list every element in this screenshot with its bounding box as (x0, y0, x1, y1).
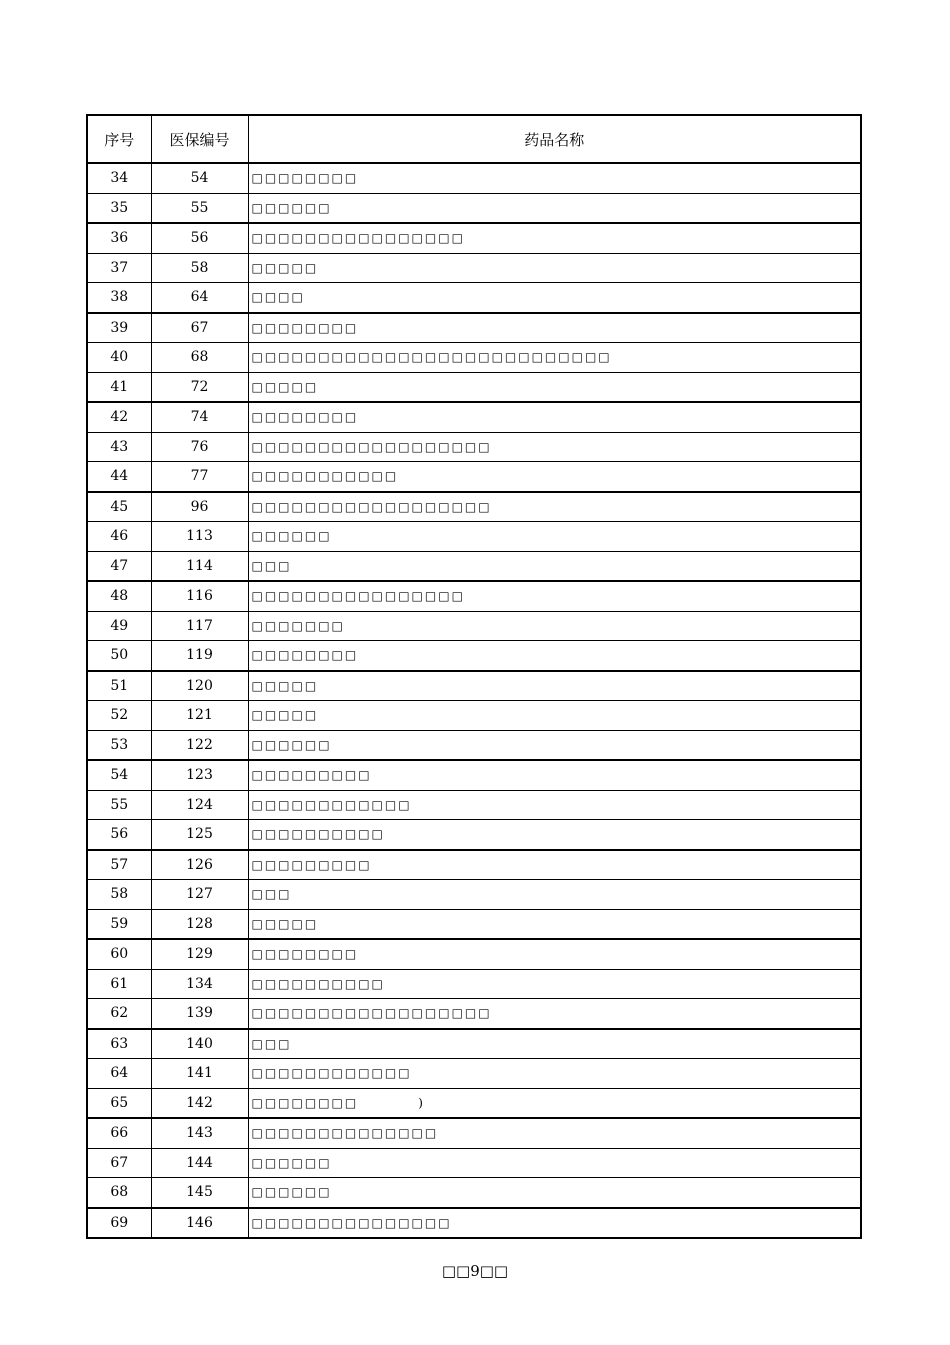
table-row (87, 1029, 861, 1059)
row-drug-name (248, 163, 861, 193)
row-insurance-code: 54 (151, 163, 248, 193)
row-insurance-code: 144 (151, 1148, 248, 1178)
row-seq: 61 (87, 969, 151, 999)
table-row (87, 492, 861, 522)
row-drug-name (248, 611, 861, 641)
drug-name-text: □□□□□□□□ (251, 648, 359, 663)
row-insurance-code: 141 (151, 1059, 248, 1089)
row-drug-name (248, 551, 861, 581)
page-number: □□9□□ (441, 1262, 509, 1280)
drug-name-text: □□□□□□□□□ (251, 857, 372, 872)
row-insurance-code: 128 (151, 909, 248, 939)
drug-name-text: □□□□□□□□□□ (251, 827, 385, 842)
table-row (87, 730, 861, 760)
table-row (87, 641, 861, 671)
row-insurance-code: 55 (151, 193, 248, 223)
drug-name-text: □□□□□□□□□□ (251, 976, 385, 991)
drug-name-text: □□□□□□□□□□□ (251, 469, 399, 484)
row-seq: 53 (87, 730, 151, 760)
header-drug-name: 药品名称 (248, 115, 861, 163)
row-seq: 41 (87, 372, 151, 402)
drug-name-text: □□□□□□□□□□□□□□□□ (251, 231, 465, 246)
row-insurance-code: 77 (151, 462, 248, 492)
table-row (87, 581, 861, 611)
drug-name-text: □□□□□□□□ (251, 1095, 359, 1110)
row-insurance-code: 116 (151, 581, 248, 611)
row-seq: 67 (87, 1148, 151, 1178)
table-row (87, 402, 861, 432)
row-seq: 35 (87, 193, 151, 223)
row-seq: 39 (87, 313, 151, 343)
row-drug-name (248, 193, 861, 223)
drug-name-tail: ) (418, 1095, 425, 1110)
table-row (87, 790, 861, 820)
drug-name-text: □□□□□□□□□□□□□□□□□□ (251, 1006, 492, 1021)
row-drug-name (248, 939, 861, 969)
drug-name-text: □□□□□□□□ (251, 947, 359, 962)
row-drug-name (248, 522, 861, 552)
drug-name-text: □□□□□□ (251, 200, 332, 215)
row-seq: 43 (87, 432, 151, 462)
row-drug-name (248, 701, 861, 731)
row-seq: 58 (87, 880, 151, 910)
drug-name-text: □□□□□□□□□ (251, 768, 372, 783)
drug-name-text: □□□□□□ (251, 1185, 332, 1200)
row-drug-name (248, 671, 861, 701)
row-drug-name (248, 462, 861, 492)
row-seq: 47 (87, 551, 151, 581)
drug-name-text: □□□□□□□ (251, 618, 345, 633)
row-insurance-code: 76 (151, 432, 248, 462)
row-seq: 56 (87, 820, 151, 850)
row-drug-name (248, 253, 861, 283)
row-insurance-code: 122 (151, 730, 248, 760)
row-seq: 37 (87, 253, 151, 283)
row-insurance-code: 68 (151, 343, 248, 373)
row-insurance-code: 67 (151, 313, 248, 343)
drug-name-text: □□□□□□□□ (251, 171, 359, 186)
row-drug-name (248, 343, 861, 373)
row-insurance-code: 113 (151, 522, 248, 552)
row-seq: 59 (87, 909, 151, 939)
drug-name-text: □□□□□ (251, 678, 319, 693)
row-insurance-code: 145 (151, 1178, 248, 1208)
drug-name-text: □□□ (251, 1036, 292, 1051)
row-drug-name (248, 1208, 861, 1239)
row-drug-name (248, 1178, 861, 1208)
row-insurance-code: 56 (151, 223, 248, 253)
row-seq: 44 (87, 462, 151, 492)
row-drug-name (248, 1059, 861, 1089)
row-drug-name (248, 223, 861, 253)
row-insurance-code: 119 (151, 641, 248, 671)
row-drug-name (248, 492, 861, 522)
drug-name-text: □□□□□□□□□□□□ (251, 797, 412, 812)
table-row (87, 909, 861, 939)
row-drug-name (248, 581, 861, 611)
drug-name-text: □□□□□□□□□□□□□□ (251, 1126, 439, 1141)
drug-name-text: □□□□□□□□□□□□□□□□□□ (251, 439, 492, 454)
table-row (87, 551, 861, 581)
row-seq: 69 (87, 1208, 151, 1239)
row-drug-name (248, 1029, 861, 1059)
row-drug-name (248, 790, 861, 820)
row-drug-name (248, 850, 861, 880)
row-insurance-code: 139 (151, 999, 248, 1029)
row-insurance-code: 126 (151, 850, 248, 880)
drug-name-text: □□□□□□□□□□□□□□□□□□□□□□□□□□□ (251, 350, 612, 365)
row-seq: 62 (87, 999, 151, 1029)
row-insurance-code: 143 (151, 1118, 248, 1148)
row-insurance-code: 72 (151, 372, 248, 402)
row-drug-name (248, 283, 861, 313)
row-insurance-code: 123 (151, 760, 248, 790)
row-seq: 48 (87, 581, 151, 611)
row-seq: 38 (87, 283, 151, 313)
row-seq: 64 (87, 1059, 151, 1089)
header-row (87, 115, 861, 163)
row-insurance-code: 121 (151, 701, 248, 731)
row-drug-name (248, 1148, 861, 1178)
row-seq: 49 (87, 611, 151, 641)
row-drug-name (248, 313, 861, 343)
row-drug-name (248, 432, 861, 462)
row-drug-name (248, 760, 861, 790)
table-row (87, 701, 861, 731)
row-insurance-code: 146 (151, 1208, 248, 1239)
table-row (87, 939, 861, 969)
drug-name-text: □□□□□□□□□□□□□□□□ (251, 589, 465, 604)
row-drug-name (248, 880, 861, 910)
row-insurance-code: 125 (151, 820, 248, 850)
drug-name-text: □□□□□ (251, 708, 319, 723)
header-insurance-code: 医保编号 (151, 115, 248, 163)
row-drug-name (248, 641, 861, 671)
row-seq: 68 (87, 1178, 151, 1208)
table-row (87, 283, 861, 313)
table-row (87, 820, 861, 850)
row-drug-name (248, 969, 861, 999)
row-drug-name (248, 402, 861, 432)
row-drug-name (248, 730, 861, 760)
row-seq: 50 (87, 641, 151, 671)
row-insurance-code: 58 (151, 253, 248, 283)
table-row (87, 343, 861, 373)
drug-name-text: □□□ (251, 558, 292, 573)
row-drug-name (248, 820, 861, 850)
row-seq: 55 (87, 790, 151, 820)
drug-name-text: □□□□ (251, 290, 305, 305)
table-body (87, 163, 861, 1238)
table-row (87, 1148, 861, 1178)
row-insurance-code: 120 (151, 671, 248, 701)
drug-list-table (86, 114, 862, 1239)
table-row (87, 611, 861, 641)
table-row (87, 462, 861, 492)
table-row (87, 193, 861, 223)
table-row (87, 1118, 861, 1148)
row-insurance-code: 140 (151, 1029, 248, 1059)
drug-name-text: □□□□□ (251, 916, 319, 931)
row-insurance-code: 127 (151, 880, 248, 910)
drug-name-text: □□□□□□ (251, 529, 332, 544)
table-row (87, 1088, 861, 1118)
row-drug-name (248, 999, 861, 1029)
table-row (87, 850, 861, 880)
table-row (87, 1178, 861, 1208)
drug-name-text: □□□□□□□□□□□□ (251, 1066, 412, 1081)
row-seq: 57 (87, 850, 151, 880)
row-seq: 54 (87, 760, 151, 790)
row-insurance-code: 96 (151, 492, 248, 522)
row-insurance-code: 129 (151, 939, 248, 969)
table-row (87, 223, 861, 253)
row-seq: 63 (87, 1029, 151, 1059)
row-drug-name (248, 372, 861, 402)
row-seq: 52 (87, 701, 151, 731)
row-drug-name (248, 909, 861, 939)
drug-name-text: □□□□□□□□ (251, 320, 359, 335)
header-seq: 序号 (87, 115, 151, 163)
table-row (87, 880, 861, 910)
drug-name-text: □□□□□□□□ (251, 410, 359, 425)
drug-name-text: □□□□□ (251, 260, 319, 275)
drug-name-text: □□□□□□□□□□□□□□□□□□ (251, 499, 492, 514)
row-seq: 60 (87, 939, 151, 969)
table-row (87, 1059, 861, 1089)
row-insurance-code: 134 (151, 969, 248, 999)
table-header (87, 115, 861, 163)
table-row (87, 999, 861, 1029)
table-row (87, 313, 861, 343)
table-row (87, 1208, 861, 1239)
row-insurance-code: 64 (151, 283, 248, 313)
drug-name-text: □□□□□□ (251, 1155, 332, 1170)
table-row (87, 760, 861, 790)
table-row (87, 522, 861, 552)
drug-name-text: □□□□□□ (251, 737, 332, 752)
row-insurance-code: 74 (151, 402, 248, 432)
row-seq: 36 (87, 223, 151, 253)
row-insurance-code: 142 (151, 1088, 248, 1118)
row-seq: 42 (87, 402, 151, 432)
row-insurance-code: 117 (151, 611, 248, 641)
table-row (87, 163, 861, 193)
drug-name-text: □□□□□□□□□□□□□□□ (251, 1215, 452, 1230)
drug-name-text: □□□□□ (251, 379, 319, 394)
table-row (87, 432, 861, 462)
row-seq: 46 (87, 522, 151, 552)
row-drug-name (248, 1088, 861, 1118)
row-seq: 66 (87, 1118, 151, 1148)
table-row (87, 253, 861, 283)
table-row (87, 671, 861, 701)
row-insurance-code: 114 (151, 551, 248, 581)
row-seq: 34 (87, 163, 151, 193)
row-seq: 51 (87, 671, 151, 701)
row-insurance-code: 124 (151, 790, 248, 820)
table-row (87, 372, 861, 402)
table-row (87, 969, 861, 999)
drug-name-text: □□□ (251, 887, 292, 902)
row-seq: 40 (87, 343, 151, 373)
row-seq: 45 (87, 492, 151, 522)
row-drug-name (248, 1118, 861, 1148)
row-seq: 65 (87, 1088, 151, 1118)
